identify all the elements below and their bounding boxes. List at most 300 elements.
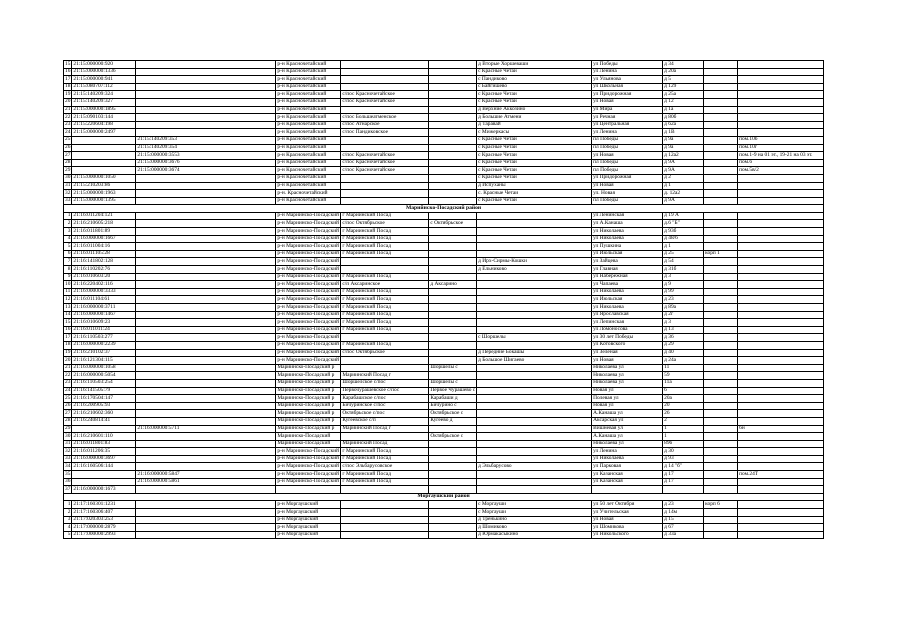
room-cell <box>738 228 824 236</box>
table-row <box>64 243 824 251</box>
room-cell <box>738 243 824 251</box>
row-number-cell: 28 <box>65 417 71 424</box>
settlement-cell: Октябрьское с/пос <box>341 410 429 418</box>
building-cell <box>704 61 738 69</box>
locality-alt-cell <box>477 471 592 479</box>
house-cell: д 54 <box>663 258 704 266</box>
district-cell: Мариинско-Посадский р <box>276 410 341 418</box>
locality-alt-cell <box>477 395 592 403</box>
district-cell: р-н Мариинско-Посадский <box>277 250 339 257</box>
house-cell: д 9 <box>663 281 704 289</box>
cadastral-number-cell: 21:16:000000:3697 <box>72 455 136 463</box>
cadastral-number-cell: 21:16:141505:79 <box>72 387 136 395</box>
locality-cell <box>429 159 477 167</box>
district-cell: Мариинско-Посадский р <box>276 417 341 425</box>
settlement-cell <box>341 258 429 266</box>
cadastral-number-cell: 21:15:000000:1336 <box>72 68 136 76</box>
building-cell <box>704 349 738 357</box>
street-cell: ул Новая <box>592 152 663 160</box>
street-cell: Новая ул <box>592 402 663 410</box>
locality-alt-cell: д Шомиково <box>477 524 592 532</box>
locality-alt-cell: с. Красные Четаи <box>477 190 592 198</box>
street-cell: ул Новая <box>592 182 663 190</box>
building-cell <box>704 98 738 106</box>
district-cell: р-н Мариинско-Посадский <box>277 273 339 280</box>
row-number-cell: 22 <box>65 371 71 378</box>
row-number-cell: 33 <box>65 455 71 462</box>
settlement-cell: г Мариинский Посад <box>341 243 429 251</box>
settlement-cell: с/пос Красночетайское <box>341 159 429 167</box>
cadastral-number-cell: 21:15:000000:941 <box>72 76 136 84</box>
row-number-cell: 23 <box>65 121 71 128</box>
locality-alt-cell <box>477 402 592 410</box>
house-cell: д 48/6 <box>663 235 704 243</box>
row-number-cell: 3 <box>64 228 72 236</box>
cadastral-number-room-cell <box>136 114 276 122</box>
cadastral-number-room-cell <box>136 326 276 334</box>
locality-alt-cell <box>477 281 592 289</box>
table-row <box>64 387 824 395</box>
table-row <box>64 349 824 357</box>
room-cell <box>738 417 824 425</box>
cadastral-number-cell: 21:15:000000:1050 <box>72 174 136 182</box>
district-cell: р-н Мариинско-Посадский <box>277 333 339 340</box>
row-number-cell: 27 <box>65 409 71 416</box>
building-cell <box>704 266 738 274</box>
locality-alt-cell: с Красные Четаи <box>477 144 592 152</box>
cadastral-number-cell <box>72 478 136 486</box>
locality-alt-cell <box>477 379 592 387</box>
settlement-cell: г Мариинский Посад <box>341 304 429 312</box>
building-cell <box>704 516 738 524</box>
locality-cell: Бичурино с <box>429 402 477 410</box>
district-cell: р-н Мариинско-Посадский <box>277 470 339 477</box>
row-number-cell: 17 <box>65 333 71 340</box>
district-cell: р-н Мариинско-Посадский <box>277 455 339 462</box>
locality-cell <box>429 425 477 433</box>
building-cell: корп 1 <box>704 250 738 258</box>
building-cell <box>704 410 738 418</box>
room-cell: пом.10г <box>738 144 824 152</box>
locality-cell <box>429 152 477 160</box>
locality-alt-cell: д Верхние Аккозино <box>477 106 592 114</box>
row-number-cell: 35 <box>65 470 71 477</box>
cadastral-number-room-cell: 21:15:140209:354 <box>136 144 276 152</box>
cadastral-number-cell: 21:16:010603:20 <box>72 273 136 281</box>
locality-cell <box>429 311 477 319</box>
table-row <box>64 83 824 91</box>
table-row <box>64 197 824 205</box>
room-cell <box>738 68 824 76</box>
room-cell <box>738 311 824 319</box>
house-cell: д 24а <box>663 357 704 365</box>
settlement-cell <box>341 190 429 198</box>
locality-alt-cell <box>477 273 592 281</box>
settlement-cell: г Мариинский Посад <box>341 319 429 327</box>
house-cell: 20 <box>663 402 704 410</box>
cadastral-number-cell: 21:16:220402:116 <box>72 281 136 289</box>
street-cell: ул Учительская <box>592 509 663 517</box>
building-cell <box>704 258 738 266</box>
cadastral-number-room-cell <box>136 190 276 198</box>
room-cell <box>738 341 824 349</box>
cadastral-number-cell: 21:16:160506:144 <box>72 463 136 471</box>
house-cell: 6 <box>663 387 704 395</box>
house-cell: д.6 "Б" <box>663 220 704 228</box>
locality-alt-cell <box>477 296 592 304</box>
row-number-cell: 4 <box>64 524 72 532</box>
street-cell: ул Новая <box>592 98 663 106</box>
locality-alt-cell: с Моргауши <box>477 509 592 517</box>
table-row <box>64 258 824 266</box>
cadastral-number-cell: 21:16:110503:254 <box>72 379 136 387</box>
cadastral-number-room-cell <box>136 379 276 387</box>
street-cell: Николаева ул <box>592 440 663 448</box>
building-cell <box>704 379 738 387</box>
table-row <box>64 319 824 327</box>
locality-alt-cell: с Красные Четаи <box>477 159 592 167</box>
cadastral-number-room-cell <box>136 235 276 243</box>
locality-alt-cell <box>477 387 592 395</box>
row-number-cell: 20 <box>65 356 71 363</box>
district-cell: р-н Мариинско-Посадский <box>277 349 339 356</box>
building-cell <box>704 182 738 190</box>
table-row <box>64 182 824 190</box>
room-cell <box>738 304 824 312</box>
cadastral-number-room-cell <box>136 121 276 129</box>
building-cell <box>704 334 738 342</box>
locality-cell <box>429 258 477 266</box>
room-cell: пом.10б <box>738 136 824 144</box>
building-cell <box>704 144 738 152</box>
cadastral-number-room-cell: 21:15:000000:3676 <box>136 159 276 167</box>
street-cell: ул Зайцева <box>592 258 663 266</box>
building-cell <box>704 281 738 289</box>
district-cell: р-н Мариинско-Посадский <box>277 227 339 234</box>
house-cell: д 23 <box>663 296 704 304</box>
cadastral-number-room-cell <box>136 288 276 296</box>
table-row <box>64 288 824 296</box>
row-number-cell: 34 <box>65 462 71 469</box>
district-cell: р-н Мариинско-Посадский <box>277 462 339 469</box>
cadastral-number-cell: 21:16:170504:147 <box>72 395 136 403</box>
row-number-cell: 28 <box>65 159 71 166</box>
locality-cell <box>429 212 477 220</box>
table-body <box>64 61 824 539</box>
building-cell <box>704 296 738 304</box>
locality-alt-cell: д Ирх-Сирмы-Кошки <box>477 258 592 266</box>
table-row <box>64 228 824 236</box>
house-cell: д 33а <box>663 531 704 539</box>
cadastral-number-cell: 21:17:000000:2879 <box>72 524 136 532</box>
building-cell <box>704 417 738 425</box>
building-cell <box>704 83 738 91</box>
street-cell: ул Ленина <box>592 129 663 137</box>
cadastral-number-room-cell <box>136 448 276 456</box>
street-cell: ул Зеленая <box>592 349 663 357</box>
locality-cell <box>429 114 477 122</box>
cadastral-number-room-cell <box>136 212 276 220</box>
locality-cell <box>429 182 477 190</box>
building-cell <box>704 114 738 122</box>
table-row <box>64 235 824 243</box>
building-cell <box>704 364 738 372</box>
row-number-cell: 1 <box>64 212 72 220</box>
cadastral-number-cell: 21:16:010609:23 <box>72 319 136 327</box>
building-cell <box>704 212 738 220</box>
district-cell: р-н Красночетайский <box>276 174 341 182</box>
cadastral-number-room-cell <box>136 311 276 319</box>
room-cell <box>738 121 824 129</box>
table-row <box>64 220 824 228</box>
cadastral-number-room-cell <box>136 433 276 441</box>
cadastral-number-room-cell <box>136 509 276 517</box>
locality-alt-cell: с Байгишево <box>477 83 592 91</box>
building-cell <box>704 174 738 182</box>
locality-cell: Первое Чурашево с <box>430 387 476 394</box>
locality-cell <box>429 250 477 258</box>
cadastral-number-cell: 21:16:121304:115 <box>72 357 136 365</box>
table-row <box>64 334 824 342</box>
table-row <box>64 433 824 441</box>
settlement-cell <box>341 516 429 524</box>
table-row <box>64 174 824 182</box>
district-cell: р-н Мариинско-Посадский <box>277 356 339 363</box>
district-cell: р-н Мариинско-Посадский <box>277 478 339 485</box>
street-cell: пл Победы <box>592 159 663 167</box>
settlement-cell: Мариинский Посад г <box>341 372 429 380</box>
cadastral-number-room-cell <box>136 220 276 228</box>
room-cell <box>738 83 824 91</box>
street-cell: ул Придорожная <box>592 174 663 182</box>
cadastral-number-room-cell <box>136 486 276 494</box>
street-cell: ул Николаева <box>592 228 663 236</box>
cadastral-number-room-cell: 21:15:000000:3674 <box>136 167 276 175</box>
cadastral-number-room-cell <box>136 319 276 327</box>
cadastral-number-cell: 21:16:011801:89 <box>72 228 136 236</box>
house-cell: д. 12а2 <box>663 190 704 198</box>
house-cell: д 13 <box>663 326 704 334</box>
locality-cell <box>429 448 477 456</box>
house-cell: д 2г <box>663 311 704 319</box>
table-row <box>64 159 824 167</box>
settlement-cell <box>341 266 429 274</box>
cadastral-number-cell: 21:15:000000:1963 <box>72 190 136 198</box>
building-cell <box>704 136 738 144</box>
table-row <box>64 121 824 129</box>
house-cell: д 19 А <box>663 212 704 220</box>
room-cell <box>738 372 824 380</box>
cadastral-number-cell <box>72 167 136 175</box>
locality-cell: д Аксарино <box>429 281 477 289</box>
section-header-row <box>64 493 824 501</box>
building-cell <box>704 486 738 494</box>
row-number-cell: 5 <box>64 243 72 251</box>
house-cell: д 1а <box>663 106 704 114</box>
district-cell: р-н Моргаушский <box>276 501 341 509</box>
locality-alt-cell <box>477 243 592 251</box>
locality-alt-cell <box>477 448 592 456</box>
street-cell: Николаева ул <box>592 372 663 380</box>
locality-alt-cell: с Красные Четаи <box>477 91 592 99</box>
settlement-cell: с/пос Пандиковское <box>341 129 429 137</box>
locality-alt-cell: с Моргауши <box>477 501 592 509</box>
settlement-cell: с/пос Атнарское <box>341 121 429 129</box>
room-cell <box>738 212 824 220</box>
house-cell: д 3 <box>663 319 704 327</box>
locality-cell <box>429 76 477 84</box>
district-cell: р-н Красночетайский <box>276 167 341 175</box>
locality-cell <box>429 190 477 198</box>
street-cell: ул Ленина <box>592 448 663 456</box>
house-cell: д 9А <box>663 167 704 175</box>
locality-alt-cell: д Большое Шигаево <box>477 357 592 365</box>
district-cell: р-н Мариинско-Посадский <box>277 447 339 454</box>
cadastral-number-room-cell <box>136 417 276 425</box>
locality-alt-cell <box>477 410 592 418</box>
street-cell: пл Победы <box>592 167 663 175</box>
settlement-cell: Первочурашевское с/пос <box>341 387 429 395</box>
street-cell <box>592 486 663 494</box>
room-cell <box>738 250 824 258</box>
row-number-cell: 22 <box>65 113 71 120</box>
row-number-cell: 4 <box>64 235 72 243</box>
house-cell: д 93 <box>663 455 704 463</box>
room-cell <box>738 106 824 114</box>
district-cell: р-н Красночетайский <box>276 152 341 160</box>
room-cell <box>738 190 824 198</box>
building-cell <box>704 402 738 410</box>
district-cell: р-н Красночетайский <box>276 61 341 69</box>
room-cell: 6н <box>738 425 824 433</box>
district-cell: р-н Мариинско-Посадский <box>277 318 339 325</box>
district-cell: Мариинско-Посадский <box>276 440 341 448</box>
table-row <box>64 531 824 539</box>
settlement-cell: с/пос Красночетайское <box>341 98 429 106</box>
table-row <box>64 486 824 494</box>
street-cell: ул Николаева <box>592 304 663 312</box>
building-cell <box>704 326 738 334</box>
cadastral-number-cell: 21:16:000000:3333 <box>72 288 136 296</box>
house-cell: д 25а <box>663 91 704 99</box>
house-cell: д 17 <box>663 471 704 479</box>
row-number-cell: 6 <box>64 250 72 258</box>
building-cell <box>704 448 738 456</box>
table-row <box>64 524 824 532</box>
building-cell <box>704 341 738 349</box>
cadastral-number-room-cell <box>136 76 276 84</box>
row-number-cell: 31 <box>65 182 71 188</box>
row-number-cell: 37 <box>65 485 71 492</box>
building-cell <box>704 228 738 236</box>
house-cell: д 34 <box>663 61 704 69</box>
cadastral-number-room-cell <box>136 281 276 289</box>
cadastral-number-cell: 21:16:210102:37 <box>72 349 136 357</box>
district-cell: р-н Красночетайский <box>276 121 341 129</box>
locality-alt-cell <box>477 478 592 486</box>
row-number-cell: 27 <box>65 151 71 158</box>
cadastral-number-room-cell <box>136 182 276 190</box>
settlement-cell: г Мариинский Посад <box>341 341 429 349</box>
row-number-cell: 23 <box>65 379 71 386</box>
settlement-cell <box>341 501 429 509</box>
locality-alt-cell: с Красные Четаи <box>477 152 592 160</box>
locality-alt-cell: с Шоршелы <box>477 334 592 342</box>
table-row <box>64 91 824 99</box>
settlement-cell: Мариинский Посад г <box>341 425 429 433</box>
room-cell <box>738 433 824 441</box>
district-cell: р-н Красночетайский <box>276 197 341 205</box>
row-number-cell: 18 <box>65 341 71 348</box>
room-cell <box>738 197 824 205</box>
settlement-cell <box>341 524 429 532</box>
street-cell: Вишневая ул <box>592 425 663 433</box>
table-row <box>64 379 824 387</box>
room-cell <box>738 258 824 266</box>
locality-alt-cell <box>477 250 592 258</box>
house-cell: д 62а <box>663 121 704 129</box>
room-cell <box>738 266 824 274</box>
locality-alt-cell <box>477 288 592 296</box>
building-cell <box>704 478 738 486</box>
table-row <box>64 516 824 524</box>
building-cell <box>704 91 738 99</box>
building-cell <box>704 129 738 137</box>
house-cell: д 20а <box>663 68 704 76</box>
settlement-cell <box>341 182 429 190</box>
locality-alt-cell <box>477 235 592 243</box>
street-cell: ул Котовского <box>592 341 663 349</box>
building-cell <box>704 152 738 160</box>
room-cell <box>738 235 824 243</box>
cadastral-number-cell: 21:15:140209:324 <box>72 91 136 99</box>
room-cell <box>738 61 824 69</box>
house-cell: 11 <box>663 364 704 372</box>
house-cell: д 14м <box>663 509 704 517</box>
settlement-cell <box>341 76 429 84</box>
room-cell <box>738 379 824 387</box>
street-cell: ул Июльская <box>592 296 663 304</box>
cadastral-number-room-cell: 21:15:000000:3553 <box>136 152 276 160</box>
room-cell <box>738 509 824 517</box>
locality-alt-cell <box>477 440 592 448</box>
settlement-cell <box>341 68 429 76</box>
section-header-row <box>64 205 824 213</box>
table-row <box>64 425 824 433</box>
row-number-cell: 24 <box>65 387 71 394</box>
house-cell: 11а <box>663 379 704 387</box>
street-cell: ул Казанская <box>592 478 663 486</box>
cadastral-number-room-cell <box>136 250 276 258</box>
cadastral-number-room-cell: 21:15:140209:353 <box>136 136 276 144</box>
settlement-cell: Бичуринское с/пос <box>341 402 429 410</box>
cadastral-number-cell: 21:17:020303:253 <box>72 516 136 524</box>
room-cell <box>738 440 824 448</box>
locality-cell <box>429 509 477 517</box>
locality-cell <box>429 349 477 357</box>
table-row <box>64 167 824 175</box>
street-cell: ул Казанская <box>592 471 663 479</box>
locality-cell <box>429 144 477 152</box>
cadastral-number-room-cell <box>136 455 276 463</box>
table-row <box>64 440 824 448</box>
locality-cell: Шоршелы с <box>429 379 477 387</box>
district-cell: р-н Моргаушский <box>276 509 341 517</box>
row-number-cell: 30 <box>65 432 71 439</box>
row-number-cell: 31 <box>65 440 71 447</box>
row-number-cell: 20 <box>65 98 71 105</box>
row-number-cell: 5 <box>64 531 72 539</box>
